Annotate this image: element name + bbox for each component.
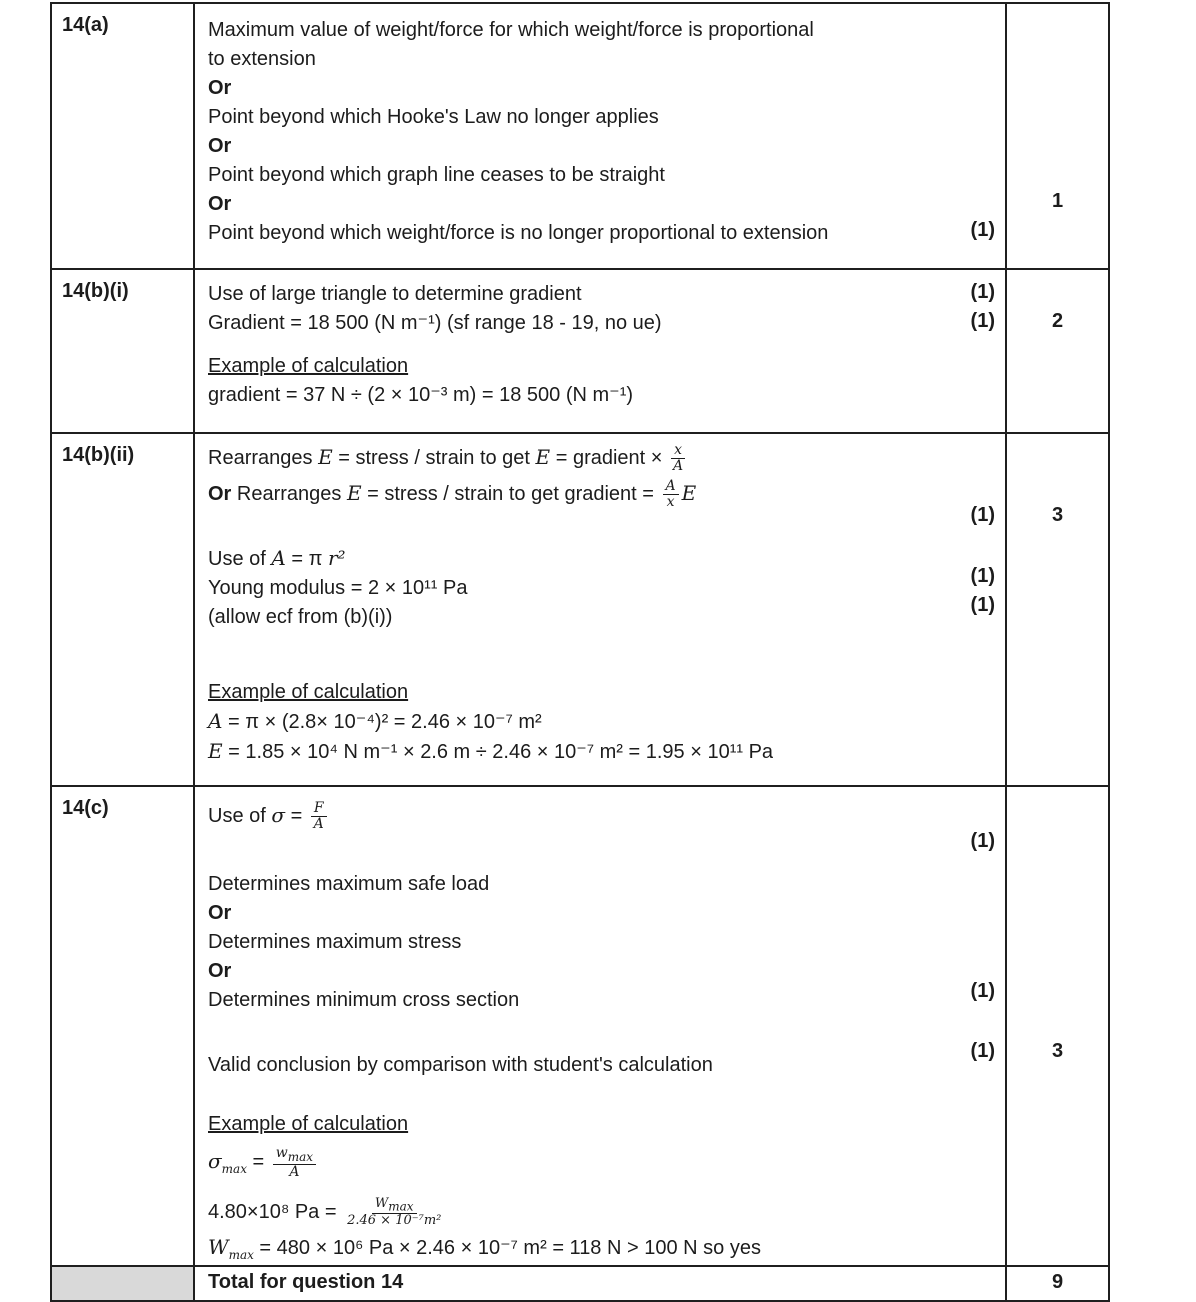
- question-number: 14(a): [62, 14, 109, 36]
- answer-line: Young modulus = 2 × 10¹¹ Pa: [208, 577, 468, 599]
- fraction-numerator: A: [663, 479, 679, 495]
- variable-E: E: [318, 445, 333, 469]
- fraction-A-over-x: [663, 479, 679, 511]
- fraction-denominator: A: [313, 816, 324, 833]
- text-segment: Use of: [208, 805, 272, 827]
- mark-point: (1): [970, 594, 995, 616]
- fraction-F-over-A: [311, 801, 327, 833]
- variable-sigma: σ: [271, 803, 286, 827]
- mark-point: (1): [970, 504, 995, 526]
- text-segment: Use of: [208, 548, 272, 570]
- total-label: Total for question 14: [195, 1267, 1007, 1300]
- question-cell: [52, 270, 195, 432]
- mark-point: (1): [970, 310, 995, 332]
- answer-line: Maximum value of weight/force for which weight/force is proportional: [208, 19, 814, 41]
- answer-line: (allow ecf from (b)(i)): [208, 606, 393, 628]
- fraction-numerator: F: [311, 801, 327, 817]
- table-row-14a: [52, 4, 1108, 270]
- mark-point: (1): [970, 980, 995, 1002]
- stress-formula-line: [208, 795, 993, 836]
- text-segment: = π: [285, 548, 328, 570]
- rearrange-line-1: [208, 440, 993, 475]
- answer-line: Use of large triangle to determine gradient: [208, 283, 582, 305]
- row-total-marks: 3: [1051, 1040, 1064, 1062]
- variable-A: A: [271, 546, 286, 570]
- fraction-numerator: x: [671, 443, 685, 459]
- fraction-wmax-over-area: [345, 1197, 443, 1229]
- text-segment: = stress / strain to get: [332, 447, 536, 469]
- table-row-14c: [52, 787, 1108, 1267]
- or-separator: Or: [208, 193, 232, 215]
- fraction-wmax-over-A: [273, 1146, 316, 1180]
- subscript-max: max: [221, 1162, 247, 1176]
- variable-E: E: [535, 445, 551, 469]
- variable-sigma-max: σ: [208, 1149, 222, 1173]
- calculation-line: gradient = 37 N ÷ (2 × 10⁻³ m) = 18 500 (N m⁻¹): [208, 384, 634, 406]
- total-row-question-cell: [52, 1267, 195, 1300]
- variable-A: A: [208, 709, 223, 733]
- answer-line: Determines minimum cross section: [208, 989, 520, 1011]
- text-segment: = stress / strain to get gradient =: [361, 483, 660, 505]
- fraction-denominator: A: [673, 458, 684, 475]
- fraction-numerator: [372, 1197, 417, 1215]
- question-number: 14(b)(ii): [62, 444, 135, 466]
- text-segment: Rearranges: [208, 447, 319, 469]
- answer-line: Point beyond which weight/force is no longer proportional to extension: [208, 222, 829, 244]
- text-segment: 4.80×10⁸ Pa =: [208, 1201, 343, 1223]
- marks-cell: [1007, 4, 1108, 268]
- mark-scheme-table: [50, 2, 1110, 1302]
- mark-point: (1): [970, 281, 995, 303]
- answer-cell: [195, 787, 1007, 1270]
- or-separator: Or: [208, 483, 232, 505]
- calculation-line: [208, 1191, 993, 1233]
- mark-point: (1): [970, 830, 995, 852]
- answer-line: Determines maximum safe load: [208, 873, 490, 895]
- variable-w: w: [275, 1144, 288, 1161]
- answer-line: Valid conclusion by comparison with student's calculation: [208, 1054, 713, 1076]
- grand-total-marks: 9: [1051, 1271, 1064, 1293]
- row-total-marks: 1: [1051, 190, 1064, 212]
- area-formula-line: [208, 544, 993, 574]
- question-cell: [52, 4, 195, 268]
- mark-point: (1): [970, 565, 995, 587]
- example-heading: Example of calculation: [208, 355, 409, 377]
- variable-W: W: [374, 1195, 389, 1211]
- text-segment: = gradient ×: [550, 447, 669, 469]
- fraction-x-over-A: [671, 443, 685, 475]
- answer-line: Point beyond which graph line ceases to be straight: [208, 164, 665, 186]
- answer-line: to extension: [208, 48, 316, 70]
- question-cell: [52, 434, 195, 785]
- answer-cell: [195, 4, 1007, 268]
- answer-cell: [195, 270, 1007, 432]
- mark-point: (1): [970, 1040, 995, 1062]
- subscript-max: max: [388, 1199, 414, 1214]
- or-separator: Or: [208, 77, 232, 99]
- row-total-marks: 2: [1051, 310, 1064, 332]
- marks-cell: [1007, 270, 1108, 432]
- mark-point: (1): [970, 219, 995, 241]
- question-number: 14(b)(i): [62, 280, 129, 302]
- text-segment: = π × (2.8× 10⁻⁴)² = 2.46 × 10⁻⁷ m²: [222, 711, 542, 733]
- rearrange-line-2: [208, 475, 993, 512]
- fraction-numerator: [273, 1146, 316, 1165]
- subscript-max: max: [287, 1149, 314, 1164]
- total-row: [52, 1267, 1108, 1300]
- text-segment: =: [246, 1151, 270, 1173]
- fraction-denominator: x: [666, 494, 675, 511]
- marks-cell: [1007, 434, 1108, 785]
- variable-E: E: [208, 739, 223, 763]
- variable-E: E: [681, 481, 697, 505]
- row-total-marks: 3: [1051, 504, 1064, 526]
- answer-line: Point beyond which Hooke's Law no longer applies: [208, 106, 659, 128]
- variable-E: E: [346, 481, 362, 505]
- example-heading: Example of calculation: [208, 1113, 409, 1135]
- calculation-line: [208, 707, 993, 737]
- text-segment: = 1.85 × 10⁴ N m⁻¹ × 2.6 m ÷ 2.46 × 10⁻⁷ m² = 1.95 × 10¹¹ Pa: [222, 741, 774, 763]
- text-segment: Rearranges: [231, 483, 347, 505]
- marks-cell: [1007, 787, 1108, 1270]
- variable-W: W: [208, 1235, 229, 1259]
- table-row-14bii: [52, 434, 1108, 787]
- variable-r-squared: r²: [327, 546, 346, 570]
- fraction-denominator: A: [289, 1163, 300, 1180]
- table-row-14bi: [52, 270, 1108, 434]
- or-separator: Or: [208, 960, 232, 982]
- subscript-max: max: [228, 1248, 254, 1262]
- calculation-line: [208, 1233, 993, 1270]
- answer-cell: [195, 434, 1007, 785]
- calculation-line: [208, 1139, 993, 1191]
- answer-line: Determines maximum stress: [208, 931, 462, 953]
- example-heading: Example of calculation: [208, 681, 409, 703]
- text-segment: = 480 × 10⁶ Pa × 2.46 × 10⁻⁷ m² = 118 N > 100 N so yes: [253, 1237, 761, 1259]
- or-separator: Or: [208, 135, 232, 157]
- calculation-line: [208, 737, 993, 767]
- text-segment: =: [285, 805, 308, 827]
- answer-line: Gradient = 18 500 (N m⁻¹) (sf range 18 - 19, no ue): [208, 312, 662, 334]
- or-separator: Or: [208, 902, 232, 924]
- question-number: 14(c): [62, 797, 109, 819]
- question-cell: [52, 787, 195, 1270]
- fraction-denominator: 2.46 × 10⁻⁷m²: [347, 1213, 442, 1229]
